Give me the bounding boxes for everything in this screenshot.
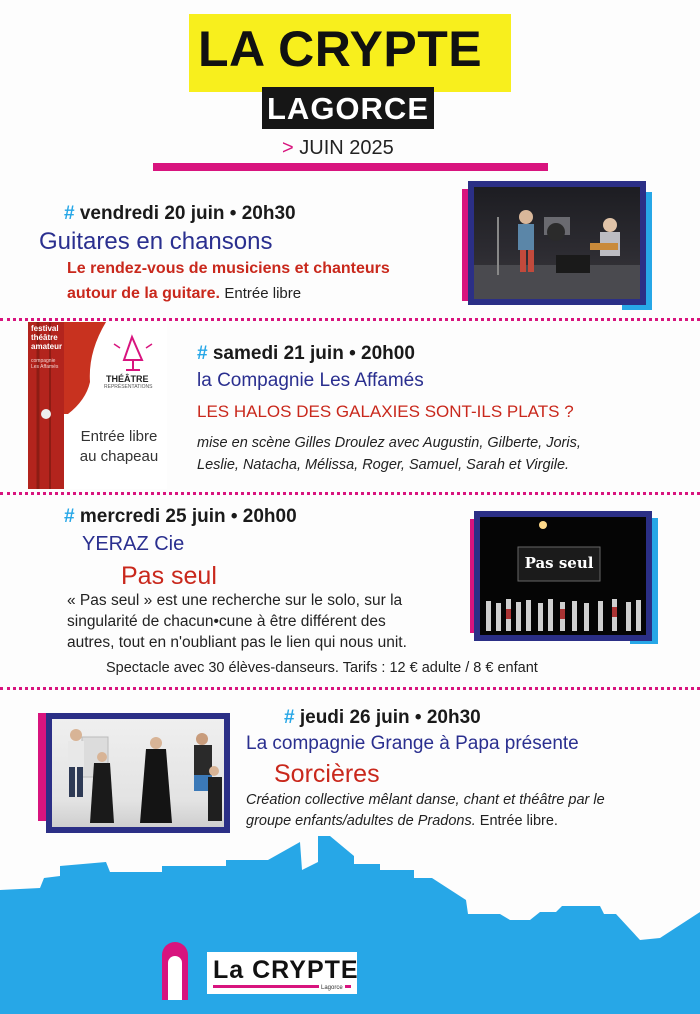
chevron-right-icon: > <box>282 137 294 159</box>
entry-info: Entrée libre <box>224 285 302 302</box>
event-tarifs: Tarifs : 12 € adulte / 8 € enfant <box>342 660 538 676</box>
poster-badge-sub: REPRÉSENTATIONS <box>104 384 153 390</box>
event-description-2: singularité de chacun•cune à être différent des <box>67 613 386 630</box>
event-date-text: jeudi 26 juin • 20h30 <box>299 707 481 728</box>
event-note: Spectacle avec 30 élèves-danseurs. <box>106 660 339 676</box>
logo-arch-icon <box>162 942 188 1000</box>
event-description: mise en scène Gilles Droulez avec Augustin, Gilberte, Joris, <box>197 435 581 451</box>
photo-caption: Pas seul <box>524 554 594 572</box>
month-label: JUIN 2025 <box>299 137 394 159</box>
poster-entry-2: au chapeau <box>79 448 159 465</box>
logo-text: La CRYPTE <box>213 956 359 984</box>
event-description: Le rendez-vous de musiciens et chanteurs <box>67 260 390 277</box>
event-company: la Compagnie Les Affamés <box>197 370 424 391</box>
event-title: Sorcières <box>274 760 380 788</box>
footer-logo <box>207 952 357 994</box>
event-company: La compagnie Grange à Papa présente <box>246 733 579 754</box>
hash-icon: # <box>64 203 75 224</box>
event-date-text: samedi 21 juin • 20h00 <box>212 343 415 364</box>
event-title: Pas seul <box>121 562 217 590</box>
page-title: LA CRYPTE <box>198 21 483 77</box>
event-title: Guitares en chansons <box>39 228 273 255</box>
poster-vertical-text: festival théâtre amateur <box>31 324 63 351</box>
event-description-2: Leslie, Natacha, Mélissa, Roger, Samuel, Sarah et Virgile. <box>197 457 570 473</box>
poster-small-text: compagnie Les Affamés <box>31 358 59 370</box>
event-company: YERAZ Cie <box>82 533 185 555</box>
event-description-3: autres, tout en n'oubliant pas le lien qui nous unit. <box>67 634 407 651</box>
event-description: Création collective mêlant danse, chant et théâtre par le <box>246 792 605 808</box>
event-description: « Pas seul » est une recherche sur le solo, sur la <box>67 592 403 609</box>
event-description-red: autour de la guitare. <box>67 285 220 302</box>
poster-entry-1: Entrée libre <box>80 428 158 445</box>
event-date-text: mercredi 25 juin • 20h00 <box>79 506 297 527</box>
logo-small-text: Lagorce <box>321 985 343 991</box>
poster-badge: THÉÂTRE <box>106 374 149 384</box>
entry-info: Entrée libre. <box>479 813 558 829</box>
event-date-text: vendredi 20 juin • 20h30 <box>79 203 296 224</box>
event-description-2: groupe enfants/adultes de Pradons. <box>246 813 476 829</box>
page-subtitle: LAGORCE <box>267 91 429 126</box>
event-title: LES HALOS DES GALAXIES SONT-ILS PLATS ? <box>197 402 574 421</box>
hash-icon: # <box>197 343 208 364</box>
hash-icon: # <box>64 506 75 527</box>
hash-icon: # <box>284 707 295 728</box>
